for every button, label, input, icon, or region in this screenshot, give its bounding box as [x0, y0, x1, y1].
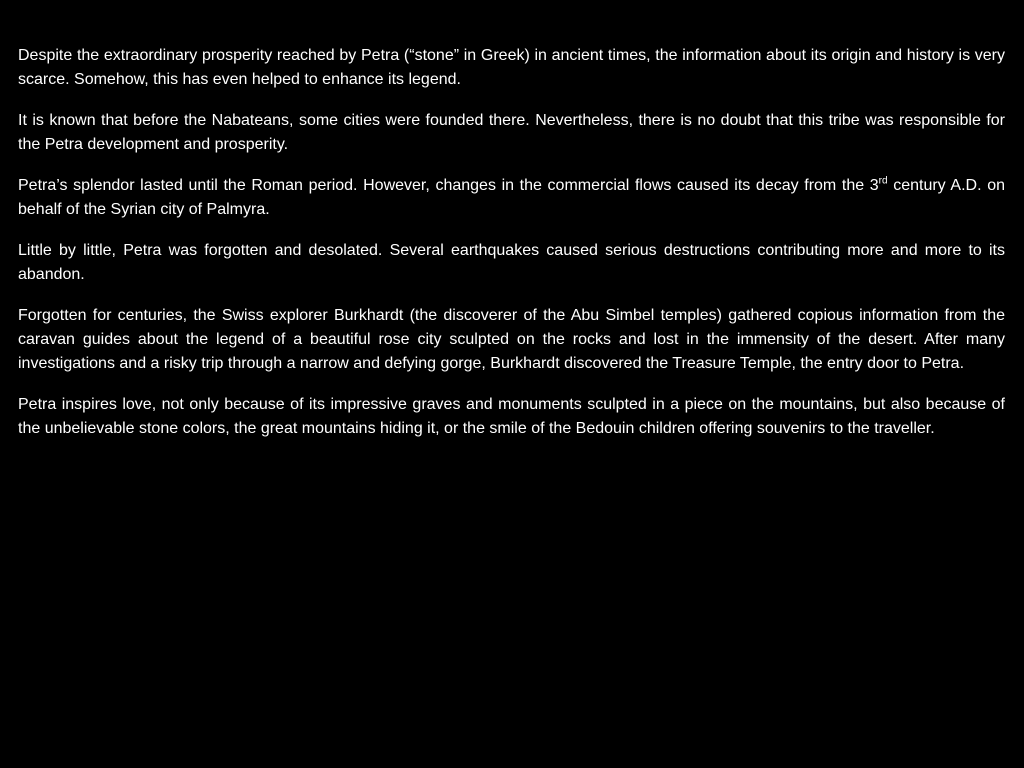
text-body	[18, 44, 1005, 458]
paragraph-nabateans: It is known that before the Nabateans, some cities were founded there. Nevertheless, there is no doubt that this tribe was responsible for the Petra development and prosperity.	[18, 112, 1005, 153]
paragraph-roman-period-text-before: Petra’s splendor lasted until the Roman period. However, changes in the commercial flows caused its decay from the 3	[18, 177, 879, 194]
ordinal-superscript: rd	[878, 175, 888, 187]
paragraph-burkhardt: Forgotten for centuries, the Swiss explorer Burkhardt (the discoverer of the Abu Simbel temples) gathered copious information from the caravan guides about the legend of a beautiful rose city sculpted on the rocks and lost in the immensity of the desert. After many investigations and a risky trip through a narrow and defying gorge, Burkhardt discovered the Treasure Temple, the entry door to Petra.	[18, 307, 1005, 372]
paragraph-roman-period	[18, 174, 1005, 222]
paragraph-roman-period-text-after: century A.D. on behalf of the Syrian city of Palmyra.	[18, 177, 1005, 218]
paragraph-origin: Despite the extraordinary prosperity reached by Petra (“stone” in Greek) in ancient times, the information about its origin and history is very scarce. Somehow, this has even helped to enhance its legend.	[18, 47, 1005, 88]
paragraph-inspires-love: Petra inspires love, not only because of its impressive graves and monuments sculpted in a piece on the mountains, but also because of the unbelievable stone colors, the great mountains hiding it, or the smile of the Bedouin children offering souvenirs to the traveller.	[18, 396, 1005, 437]
paragraph-abandon: Little by little, Petra was forgotten and desolated. Several earthquakes caused serious destructions contributing more and more to its abandon.	[18, 242, 1005, 283]
